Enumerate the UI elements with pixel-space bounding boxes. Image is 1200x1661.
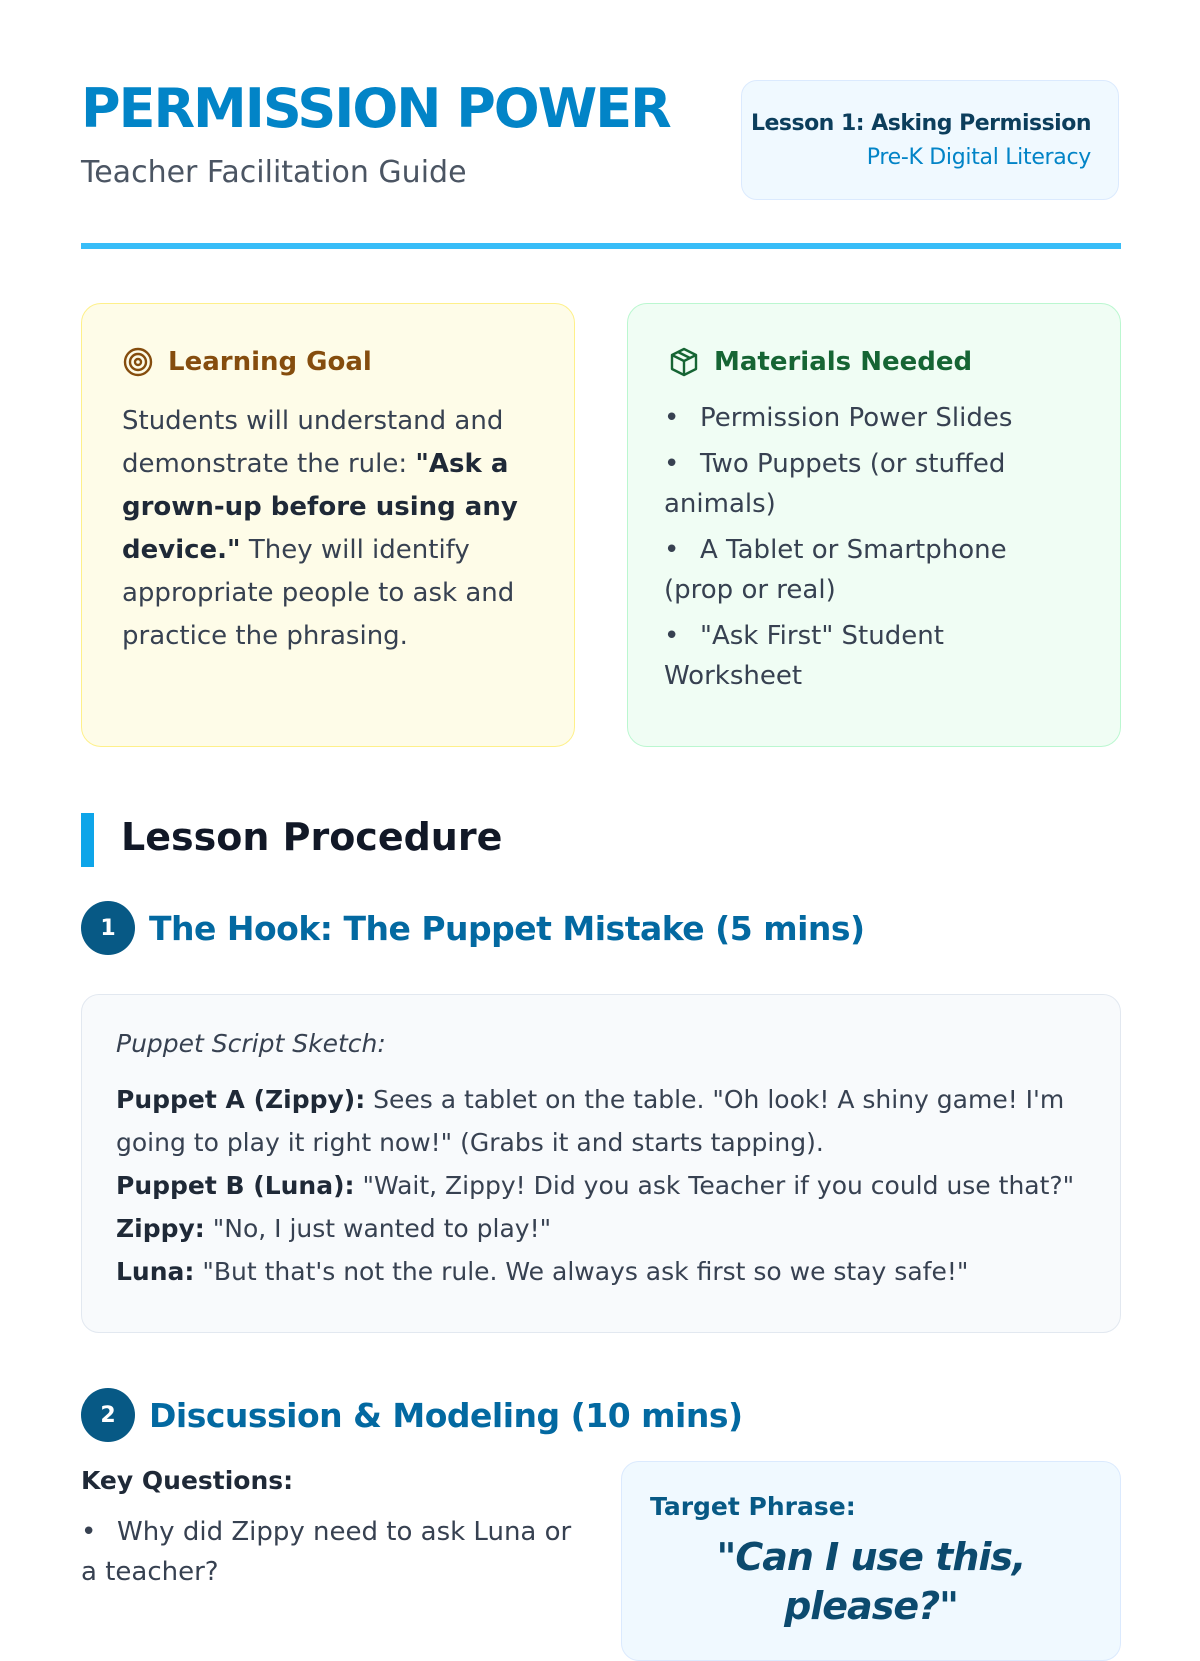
materials-card bbox=[627, 303, 1121, 747]
key-questions-list bbox=[81, 1512, 581, 1592]
lesson-title: Lesson 1: Asking Permission bbox=[750, 111, 1091, 136]
target-phrase-card bbox=[621, 1461, 1121, 1661]
list-item: • Permission Power Slides bbox=[664, 398, 1080, 438]
list-item: • Two Puppets (or stuffed animals) bbox=[664, 444, 1080, 524]
script-line bbox=[116, 1207, 1086, 1250]
list-item: • A Tablet or Smartphone (prop or real) bbox=[664, 530, 1080, 610]
section-accent-bar bbox=[81, 813, 94, 867]
target-icon bbox=[122, 346, 154, 378]
script-speaker: Puppet B (Luna): bbox=[116, 1171, 355, 1200]
script-text: "But that's not the rule. We always ask first so we stay safe!" bbox=[194, 1257, 969, 1286]
script-line bbox=[116, 1250, 1086, 1293]
script-line bbox=[116, 1078, 1086, 1164]
script-text: "Wait, Zippy! Did you ask Teacher if you could use that?" bbox=[354, 1171, 1075, 1200]
list-item: • "Ask First" Student Worksheet bbox=[664, 616, 1080, 696]
step-1-heading bbox=[81, 901, 865, 955]
script-text: "No, I just wanted to play!" bbox=[204, 1214, 552, 1243]
package-icon bbox=[668, 346, 700, 378]
step-title: Discussion & Modeling (10 mins) bbox=[149, 1395, 743, 1435]
learning-goal-label: Learning Goal bbox=[168, 347, 372, 377]
lesson-info-card bbox=[741, 80, 1119, 200]
lesson-level: Pre-K Digital Literacy bbox=[866, 145, 1091, 170]
step-number-badge: 1 bbox=[81, 901, 135, 955]
script-line bbox=[116, 1164, 1086, 1207]
script-speaker: Puppet A (Zippy): bbox=[116, 1085, 366, 1114]
section-title: Lesson Procedure bbox=[121, 815, 503, 859]
page-title: PERMISSION POWER bbox=[81, 77, 670, 140]
step-number-badge: 2 bbox=[81, 1388, 135, 1442]
list-item: • Why did Zippy need to ask Luna or a teacher? bbox=[81, 1512, 581, 1592]
learning-goal-text bbox=[122, 400, 534, 658]
script-text: Sees a tablet on the table. "Oh look! A shiny game! I'm going to play it right now!" (Grabs it and starts tapping). bbox=[116, 1085, 1065, 1157]
script-heading: Puppet Script Sketch: bbox=[116, 1029, 386, 1058]
step-2-heading bbox=[81, 1388, 743, 1442]
header-divider bbox=[81, 243, 1121, 249]
goal-text-intro: Students will understand and demonstrate the rule: bbox=[122, 406, 504, 479]
target-phrase-label: Target Phrase: bbox=[650, 1492, 856, 1521]
materials-heading bbox=[668, 346, 1080, 378]
learning-goal-heading bbox=[122, 346, 534, 378]
learning-goal-card bbox=[81, 303, 575, 747]
materials-label: Materials Needed bbox=[714, 347, 973, 377]
target-phrase: "Can I use this, please?" bbox=[716, 1535, 1026, 1629]
goal-text-outro: They will identify appropriate people to ask and practice the phrasing. bbox=[122, 535, 515, 651]
goal-rule: "Ask a grown-up before using any device." bbox=[122, 449, 518, 565]
step-title: The Hook: The Puppet Mistake (5 mins) bbox=[149, 908, 865, 948]
page-subtitle: Teacher Facilitation Guide bbox=[81, 155, 467, 190]
key-questions-label: Key Questions: bbox=[81, 1466, 294, 1495]
script-speaker: Zippy: bbox=[116, 1214, 205, 1243]
puppet-script-box bbox=[81, 994, 1121, 1333]
materials-list bbox=[664, 398, 1080, 696]
script-speaker: Luna: bbox=[116, 1257, 195, 1286]
